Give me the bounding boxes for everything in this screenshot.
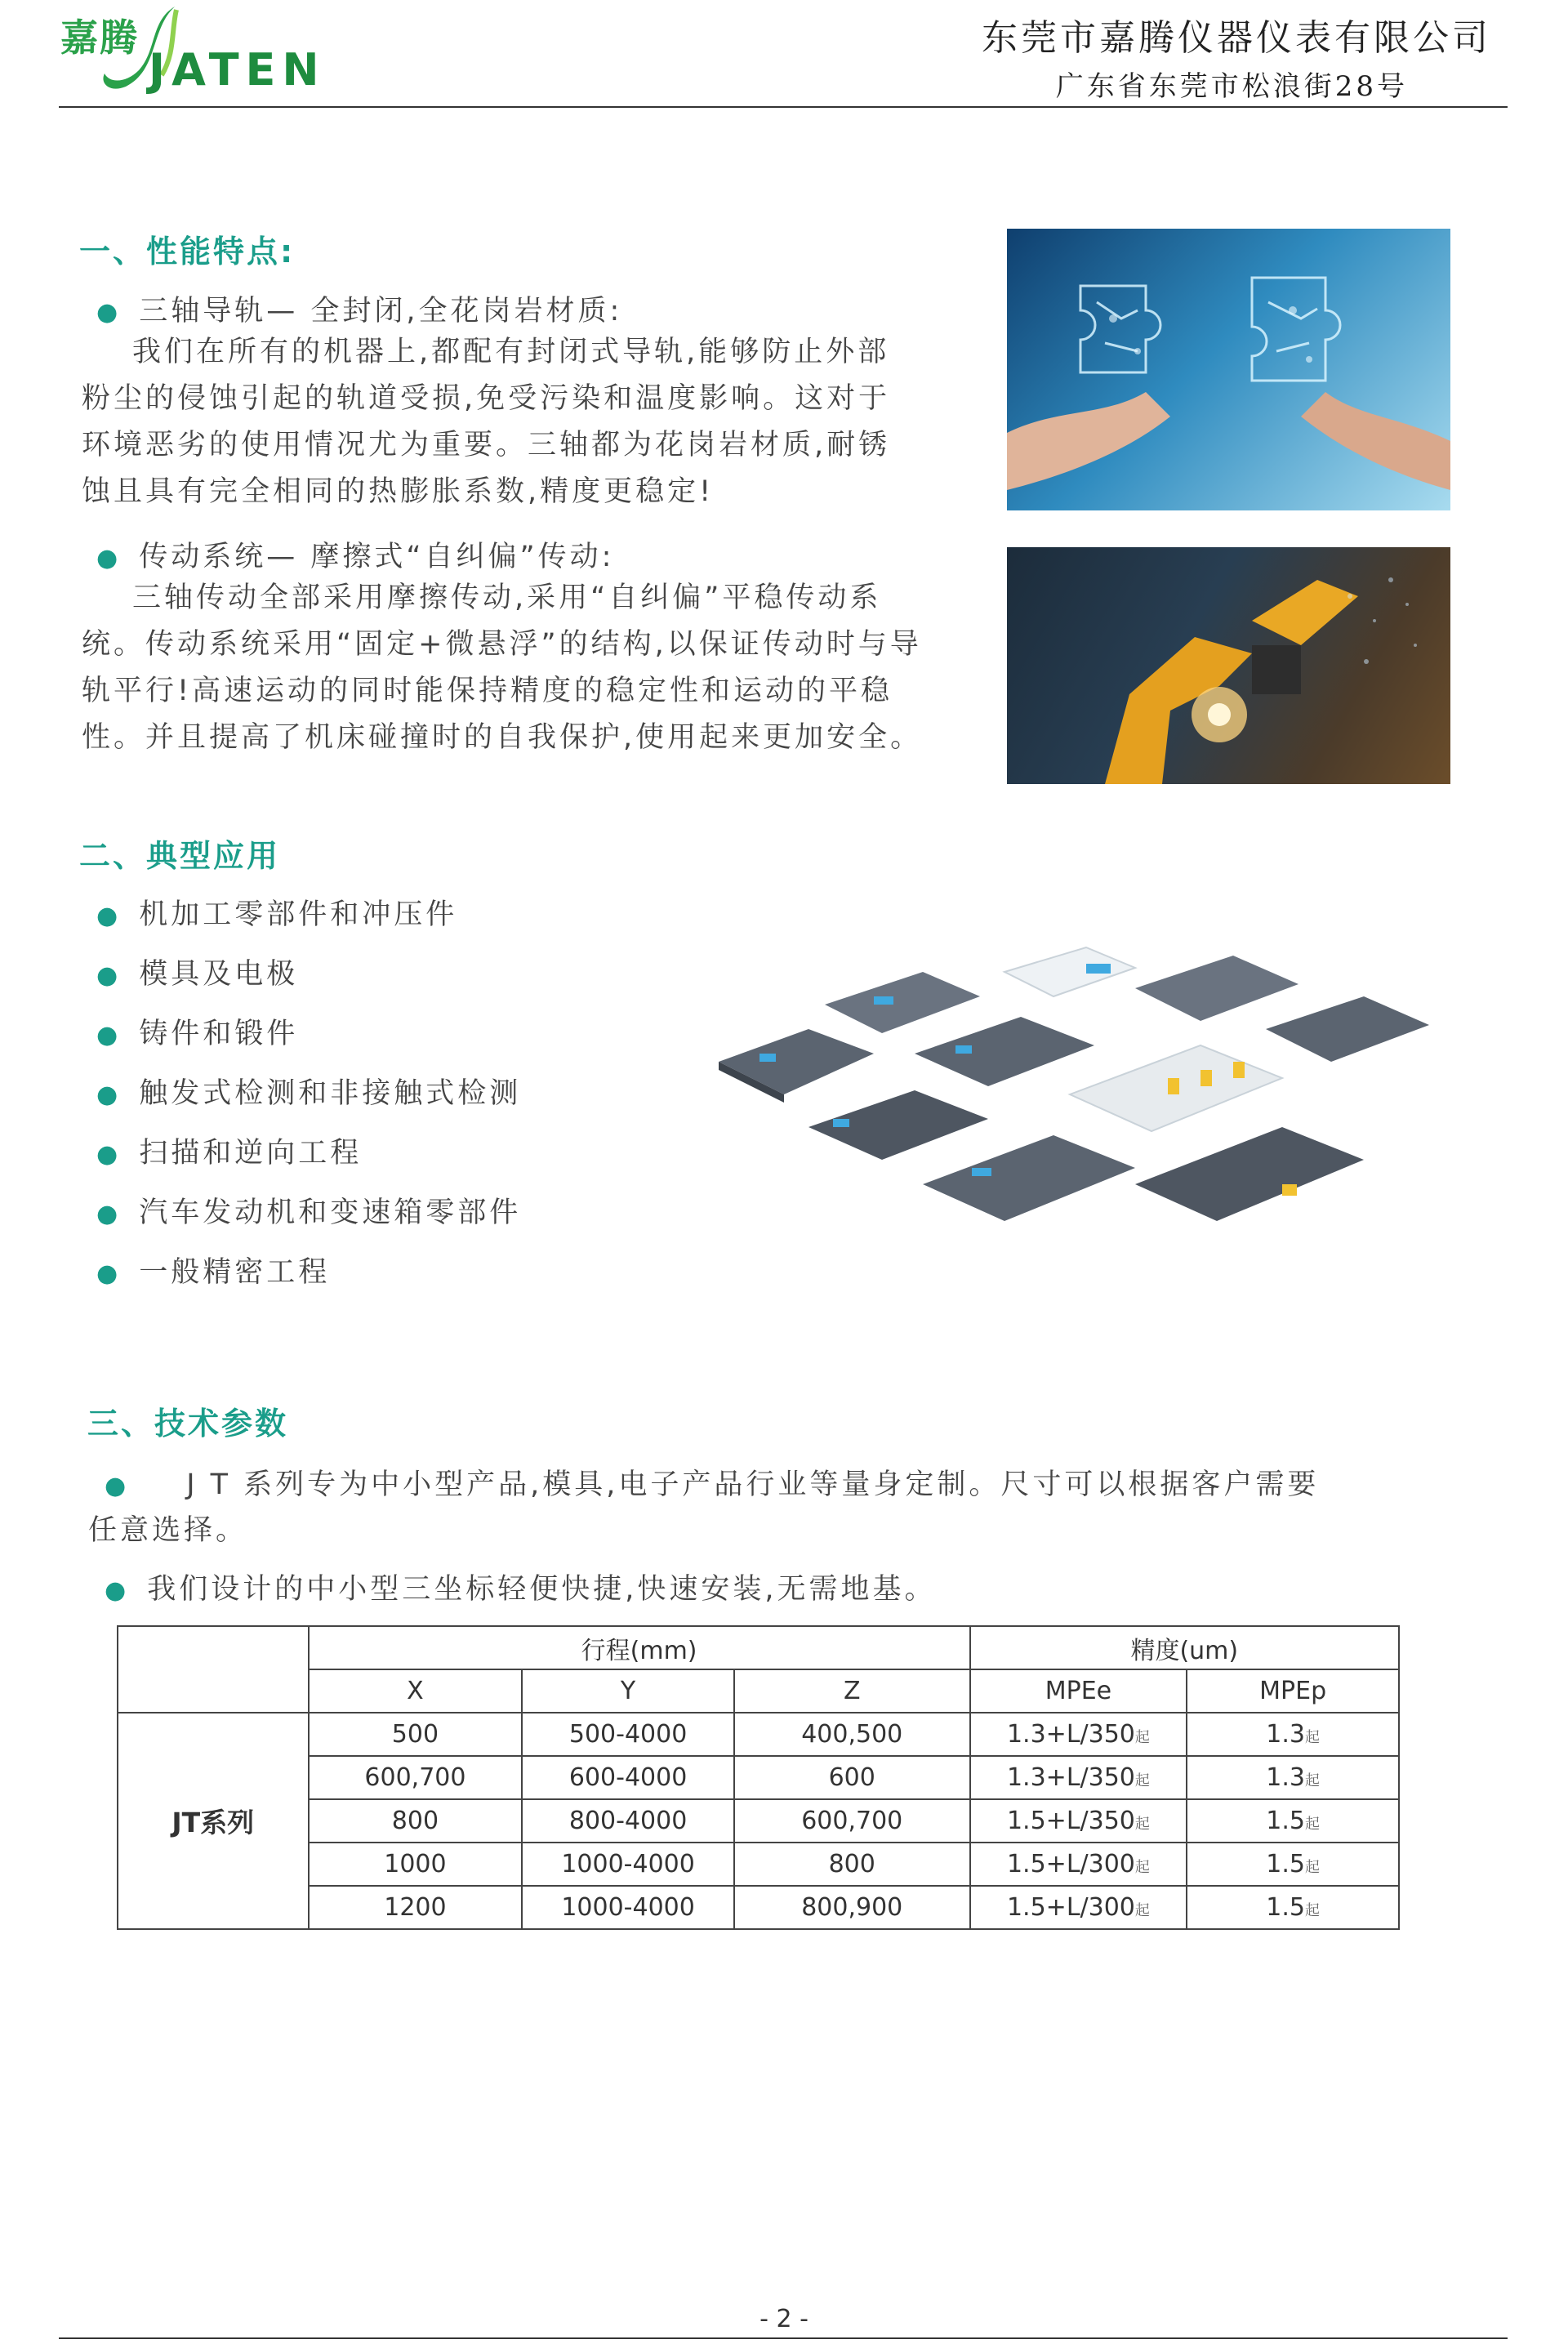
application-label: 汽车发动机和变速箱零部件 <box>139 1197 522 1229</box>
paragraph-line: 环境恶劣的使用情况尤为重要。三轴都为花岗岩材质,耐锈 <box>82 429 891 461</box>
bullet-dot-icon: ● <box>96 298 122 327</box>
travel-group-header: 行程(mm) <box>309 1626 970 1669</box>
table-row <box>118 1886 1399 1929</box>
bullet-dot-icon: ● <box>96 1021 122 1049</box>
mpep-value: 1.5 <box>1266 1893 1306 1922</box>
cell-z: 800,900 <box>734 1886 970 1929</box>
qi-suffix: 起 <box>1305 1902 1321 1919</box>
qi-suffix: 起 <box>1134 1729 1150 1746</box>
cell-z: 600,700 <box>734 1799 970 1843</box>
mpee-value: 1.5+L/300 <box>1006 1893 1135 1922</box>
welding-robot-image <box>1007 547 1450 784</box>
company-name: 东莞市嘉腾仪器仪表有限公司 <box>982 17 1491 59</box>
cell-y: 1000-4000 <box>522 1843 734 1886</box>
qi-suffix: 起 <box>1305 1816 1321 1833</box>
cell-x: 800 <box>309 1799 523 1843</box>
qi-suffix: 起 <box>1305 1859 1321 1876</box>
application-item <box>96 1011 298 1052</box>
table-subheader-row <box>118 1669 1399 1713</box>
cell-x: 600,700 <box>309 1756 523 1799</box>
bullet-dot-icon: ● <box>96 544 122 573</box>
table-row <box>118 1713 1399 1756</box>
mpee-value: 1.5+L/350 <box>1006 1807 1135 1835</box>
spec-bullet-2-text: 我们设计的中小型三坐标轻便快捷,快速安装,无需地基。 <box>147 1573 937 1606</box>
company-address: 广东省东莞市松浪街28号 <box>1055 70 1408 103</box>
feature-rail-heading: 三轴导轨— 全封闭,全花岗岩材质: <box>139 295 623 328</box>
paragraph-line: 轨平行!高速运动的同时能保持精度的稳定性和运动的平稳 <box>82 675 893 707</box>
mpee-value: 1.3+L/350 <box>1006 1720 1135 1749</box>
application-item <box>96 1130 362 1171</box>
application-label: 模具及电极 <box>139 958 299 991</box>
application-item <box>96 1190 521 1231</box>
cell-y: 600-4000 <box>522 1756 734 1799</box>
cell-x: 1200 <box>309 1886 523 1929</box>
bullet-dot-icon: ● <box>96 1200 122 1228</box>
table-corner-cell <box>118 1626 309 1713</box>
bullet-dot-icon: ● <box>96 902 122 930</box>
feature-drive-heading: 传动系统— 摩擦式“自纠偏”传动: <box>139 541 615 573</box>
cell-mpee <box>970 1713 1187 1756</box>
mpep-value: 1.3 <box>1266 1763 1306 1792</box>
paragraph-line: 我们在所有的机器上,都配有封闭式导轨,能够防止外部 <box>132 336 890 368</box>
application-item <box>96 951 298 992</box>
feature-item-drive <box>96 534 614 575</box>
table-header-row <box>118 1626 1399 1669</box>
feature-item-rail <box>96 288 622 329</box>
qi-suffix: 起 <box>1134 1902 1150 1919</box>
qi-suffix: 起 <box>1305 1772 1321 1789</box>
section-title-features: 一、性能特点: <box>79 234 296 270</box>
qi-suffix: 起 <box>1305 1729 1321 1746</box>
bullet-dot-icon: ● <box>96 961 122 990</box>
qi-suffix: 起 <box>1134 1816 1150 1833</box>
cell-z: 600 <box>734 1756 970 1799</box>
cell-x: 500 <box>309 1713 523 1756</box>
cell-mpep <box>1187 1756 1399 1799</box>
cell-mpee <box>970 1843 1187 1886</box>
footer-divider <box>59 2337 1508 2339</box>
qi-suffix: 起 <box>1134 1772 1150 1789</box>
spec-table <box>117 1625 1400 1930</box>
col-mpep-header: MPEp <box>1187 1669 1399 1713</box>
spec-bullet-2 <box>105 1566 936 1607</box>
header-divider <box>59 106 1508 108</box>
mpee-value: 1.5+L/300 <box>1006 1850 1135 1878</box>
application-label: 扫描和逆向工程 <box>139 1137 363 1170</box>
bullet-dot-icon: ● <box>96 1081 122 1109</box>
cell-mpep <box>1187 1713 1399 1756</box>
feature-rail-paragraph <box>82 329 980 515</box>
table-row <box>118 1756 1399 1799</box>
spec-bullet-1 <box>105 1462 1319 1503</box>
series-label: JT系列 <box>118 1713 309 1929</box>
application-item <box>96 892 457 933</box>
mpee-value: 1.3+L/350 <box>1006 1763 1135 1792</box>
cell-mpep <box>1187 1843 1399 1886</box>
col-mpee-header: MPEe <box>970 1669 1187 1713</box>
cell-mpee <box>970 1756 1187 1799</box>
mpep-value: 1.3 <box>1266 1720 1306 1749</box>
cell-mpee <box>970 1886 1187 1929</box>
puzzle-hands-image <box>1007 229 1450 510</box>
logo-chinese-text: 嘉腾 <box>60 16 139 60</box>
col-z-header: Z <box>734 1669 970 1713</box>
section-title-applications: 二、典型应用 <box>79 838 281 874</box>
application-label: 一般精密工程 <box>139 1256 331 1289</box>
cell-z: 800 <box>734 1843 970 1886</box>
mpep-value: 1.5 <box>1266 1850 1306 1878</box>
feature-drive-paragraph <box>82 575 980 761</box>
application-item <box>96 1071 521 1112</box>
spec-bullet-1-text: J T 系列专为中小型产品,模具,电子产品行业等量身定制。尺寸可以根据客户需要 <box>186 1468 1320 1501</box>
paragraph-line: 三轴传动全部采用摩擦传动,采用“自纠偏”平稳传动系 <box>132 582 882 614</box>
application-label: 触发式检测和非接触式检测 <box>139 1077 522 1110</box>
application-item <box>96 1250 330 1290</box>
page-number: - 2 - <box>760 2305 808 2333</box>
cell-mpep <box>1187 1886 1399 1929</box>
application-label: 铸件和锻件 <box>139 1018 299 1050</box>
cell-y: 500-4000 <box>522 1713 734 1756</box>
application-label: 机加工零部件和冲压件 <box>139 898 458 931</box>
smart-factory-illustration <box>710 939 1441 1250</box>
bullet-dot-icon: ● <box>96 1259 122 1288</box>
qi-suffix: 起 <box>1134 1859 1150 1876</box>
paragraph-line: 粉尘的侵蚀引起的轨道受损,免受污染和温度影响。这对于 <box>82 382 891 415</box>
paragraph-line: 统。传动系统采用“固定+微悬浮”的结构,以保证传动时与导 <box>82 628 922 661</box>
spec-bullet-1-continued: 任意选择。 <box>88 1514 248 1547</box>
col-x-header: X <box>309 1669 523 1713</box>
bullet-dot-icon: ● <box>96 1140 122 1169</box>
bullet-dot-icon: ● <box>105 1576 130 1605</box>
cell-mpee <box>970 1799 1187 1843</box>
cell-y: 800-4000 <box>522 1799 734 1843</box>
bullet-dot-icon: ● <box>105 1472 130 1500</box>
paragraph-line: 蚀且具有完全相同的热膨胀系数,精度更稳定! <box>82 475 715 508</box>
cell-y: 1000-4000 <box>522 1886 734 1929</box>
paragraph-line: 性。并且提高了机床碰撞时的自我保护,使用起来更加安全。 <box>82 721 923 754</box>
cell-z: 400,500 <box>734 1713 970 1756</box>
table-row <box>118 1843 1399 1886</box>
col-y-header: Y <box>522 1669 734 1713</box>
mpep-value: 1.5 <box>1266 1807 1306 1835</box>
table-row <box>118 1799 1399 1843</box>
company-logo <box>60 5 326 96</box>
section-title-specs: 三、技术参数 <box>87 1406 289 1442</box>
logo-english-text: JATEN <box>149 44 326 96</box>
cell-mpep <box>1187 1799 1399 1843</box>
cell-x: 1000 <box>309 1843 523 1886</box>
precision-group-header: 精度(um) <box>970 1626 1399 1669</box>
